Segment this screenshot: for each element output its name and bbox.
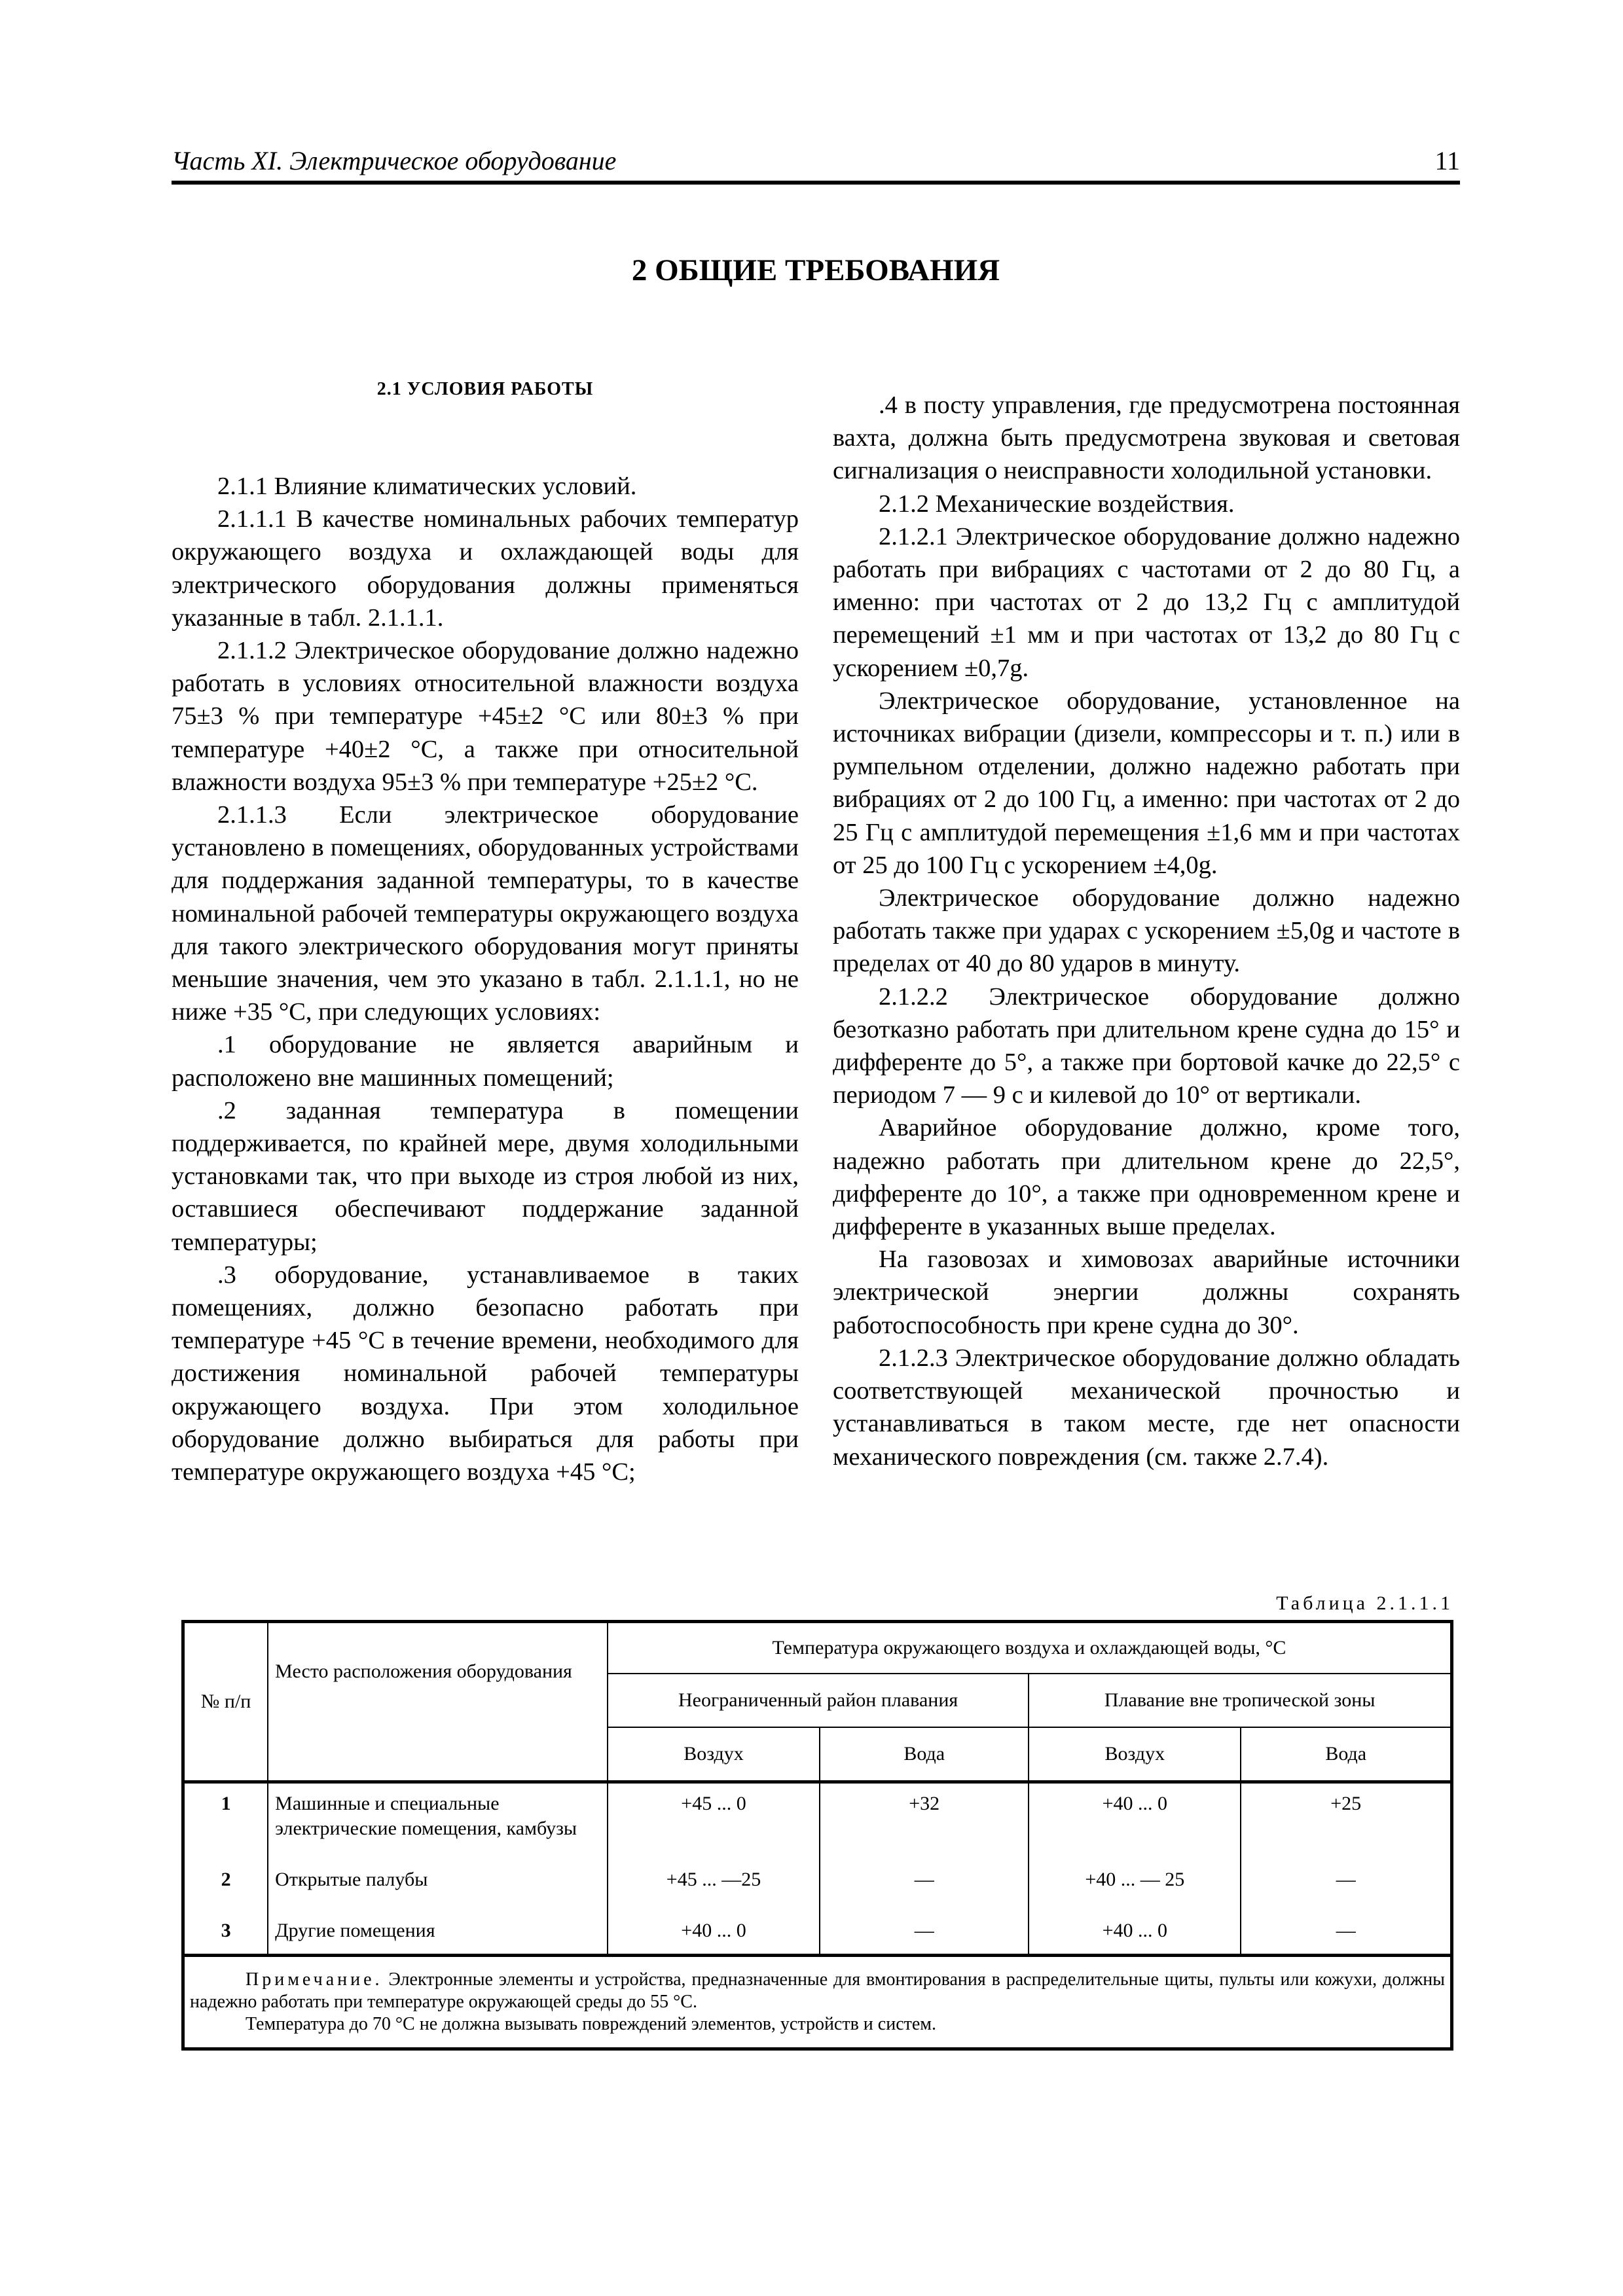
table-caption: Таблица 2.1.1.1 — [1276, 1592, 1453, 1614]
paragraph: 2.1.1 Влияние климатических условий. — [217, 473, 637, 500]
temperature-table — [181, 1620, 1453, 2051]
paragraph: 2.1.2.3 Электрическое оборудование должно обладать соответствующей механической прочностью и устанавливаться в таком месте, где нет опасности механического повреждения (см. также 2.7.4). — [833, 1344, 1460, 1471]
table-row — [183, 1782, 1452, 1864]
row-value: +45 ... 0 — [608, 1782, 820, 1864]
running-header — [172, 145, 1460, 185]
row-place: Открытые палубы — [268, 1863, 608, 1914]
paragraph: Аварийное оборудование должно, кроме того, надежно работать при длительном крене до 22,5°, дифференте до 10°, а также при одновременном крене и дифференте в указанных выше пределах. — [833, 1114, 1460, 1241]
row-value: — — [820, 1914, 1029, 1956]
row-value: +40 ... 0 — [608, 1914, 820, 1956]
row-value: — — [1241, 1914, 1451, 1956]
header-num: № п/п — [183, 1622, 268, 1782]
note-text-2: Температура до 70 °С не должна вызывать повреждений элементов, устройств и систем. — [246, 2014, 937, 2034]
running-title: Часть XI. Электрическое оборудование — [172, 146, 617, 175]
row-value: +32 — [820, 1782, 1029, 1864]
paragraph: 2.1.1.1 В качестве номинальных рабочих температур окружающего воздуха и охлаждающей воды для электрического оборудования должны применяться указанные в табл. 2.1.1.1. — [172, 505, 799, 632]
row-num: 3 — [183, 1914, 268, 1956]
paragraph: .2 заданная температура в помещении поддерживается, по крайней мере, двумя холодильными установками так, что при выходе из строя любой из них, оставшиеся обеспечивают поддержание заданной температуры; — [172, 1096, 799, 1256]
table-row — [183, 1914, 1452, 1956]
paragraph: 2.1.2.2 Электрическое оборудование должно безотказно работать при длительном крене судна до 15° и дифференте до 5°, а также при бортовой качке до 22,5° с периодом 7 — 9 с и килевой до 10° от вертикали. — [833, 982, 1460, 1109]
row-value: +45 ... —25 — [608, 1863, 820, 1914]
table-note — [183, 1956, 1452, 2049]
paragraph: 2.1.2.1 Электрическое оборудование должно надежно работать при вибрациях с частотами от 2 до 80 Гц, а именно: при частотах от 2 до 13,2 Гц с амплитудой перемещений ±1 мм и при частотах от 13,2 до 80 Гц с ускорением ±0,7g. — [833, 522, 1460, 682]
header-water: Вода — [820, 1727, 1029, 1782]
header-air: Воздух — [1029, 1727, 1241, 1782]
chapter-title: 2 ОБЩИЕ ТРЕБОВАНИЯ — [631, 253, 1000, 287]
note-text: Электронные элементы и устройства, предназначенные для вмонтирования в распределительные щиты, пульты или кожухи, должны надежно работать при температуре окружающей среды до 55 °С. — [190, 1969, 1445, 2012]
header-outside-tropics: Плавание вне тропической зоны — [1029, 1674, 1451, 1727]
paragraph: Электрическое оборудование, установленное на источниках вибрации (дизели, компрессоры и т. п.) или в румпельном отделении, должно надежно работать при вибрациях от 2 до 100 Гц, а именно: при частотах от 2 до 25 Гц с амплитудой перемещения ±1,6 мм и при частотах от 25 до 100 Гц с ускорением ±4,0g. — [833, 687, 1460, 879]
paragraph: .4 в посту управления, где предусмотрена постоянная вахта, должна быть предусмотрена звуковая и световая сигнализация о неисправности холодильной установки. — [833, 391, 1460, 485]
right-column — [833, 389, 1460, 1473]
row-place: Другие помещения — [268, 1914, 608, 1956]
row-value: +40 ... 0 — [1029, 1782, 1241, 1864]
paragraph: .3 оборудование, устанавливаемое в таких помещениях, должно безопасно работать при температуре +45 °С в течение времени, необходимого для достижения номинальной рабочей температуры окружающего воздуха. При этом холодильное оборудование должно выбираться для работы при температуре окружающего воздуха +45 °С; — [172, 1261, 799, 1486]
paragraph: .1 оборудование не является аварийным и расположено вне машинных помещений; — [172, 1031, 799, 1092]
table-row — [183, 1863, 1452, 1914]
paragraph: Электрическое оборудование должно надежно работать также при ударах с ускорением ±5,0g и частоте в пределах от 40 до 80 ударов в минуту. — [833, 884, 1460, 978]
row-num: 2 — [183, 1863, 268, 1914]
note-label: Примечание. — [246, 1969, 383, 1990]
header-temperature: Температура окружающего воздуха и охлаждающей воды, °С — [608, 1622, 1452, 1674]
header-place: Место расположения оборудования — [268, 1622, 608, 1782]
row-value: +25 — [1241, 1782, 1451, 1864]
row-num: 1 — [183, 1782, 268, 1864]
row-place: Машинные и специальные электрические помещения, камбузы — [268, 1782, 608, 1864]
paragraph: 2.1.1.3 Если электрическое оборудование установлено в помещениях, оборудованных устройствами для поддержания заданной температуры, то в качестве номинальной рабочей температуры окружающего воздуха для такого электрического оборудования могут приняты меньшие значения, чем это указано в табл. 2.1.1.1, но не ниже +35 °С, при следующих условиях: — [172, 801, 799, 1026]
section-heading: 2.1 УСЛОВИЯ РАБОТЫ — [376, 379, 594, 399]
paragraph: 2.1.1.2 Электрическое оборудование должно надежно работать в условиях относительной влажности воздуха 75±3 % при температуре +45±2 °С или 80±3 % при температуре +40±2 °С, а также при относительной влажности воздуха 95±3 % при температуре +25±2 °С. — [172, 637, 799, 796]
header-unlimited-area: Неограниченный район плавания — [608, 1674, 1029, 1727]
row-value: +40 ... 0 — [1029, 1914, 1241, 1956]
row-value: +40 ... — 25 — [1029, 1863, 1241, 1914]
row-value: — — [820, 1863, 1029, 1914]
header-air: Воздух — [608, 1727, 820, 1782]
header-water: Вода — [1241, 1727, 1451, 1782]
paragraph: 2.1.2 Механические воздействия. — [879, 490, 1235, 518]
page-number: 11 — [1434, 146, 1460, 175]
paragraph: На газовозах и химовозах аварийные источники электрической энергии должны сохранять работоспособность при крене судна до 30°. — [833, 1246, 1460, 1339]
left-column — [172, 378, 799, 1488]
row-value: — — [1241, 1863, 1451, 1914]
